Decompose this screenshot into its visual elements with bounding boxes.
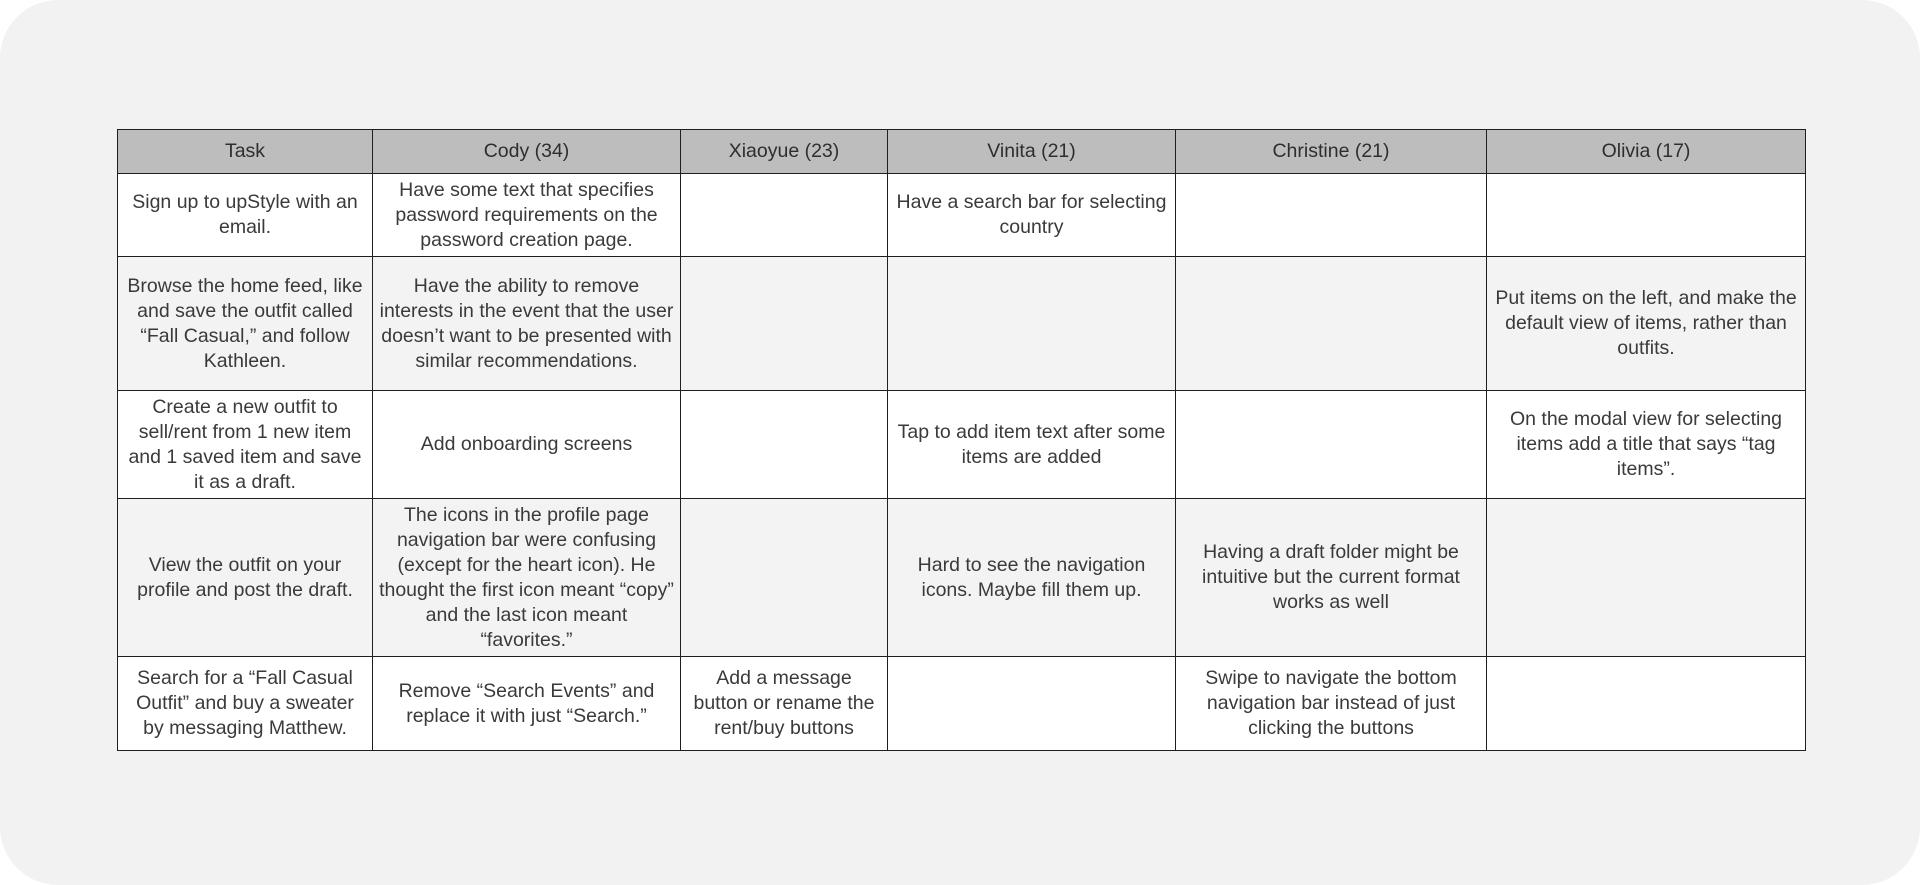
table-row [118,391,1806,499]
header-cody: Cody (34) [373,130,681,174]
olivia-cell [1487,499,1806,657]
vinita-cell: Tap to add item text after some items are added [888,391,1176,499]
olivia-cell: On the modal view for selecting items add a title that says “tag items”. [1487,391,1806,499]
task-cell: Browse the home feed, like and save the outfit called “Fall Casual,” and follow Kathleen. [118,257,373,391]
xiaoyue-cell: Add a message button or rename the rent/buy buttons [681,657,888,751]
table-row [118,257,1806,391]
cody-cell: The icons in the profile page navigation bar were confusing (except for the heart icon). He thought the first icon meant “copy” and the last icon meant “favorites.” [373,499,681,657]
task-cell: Create a new outfit to sell/rent from 1 new item and 1 saved item and save it as a draft. [118,391,373,499]
header-christine: Christine (21) [1176,130,1487,174]
olivia-cell: Put items on the left, and make the default view of items, rather than outfits. [1487,257,1806,391]
table-row [118,657,1806,751]
vinita-cell [888,257,1176,391]
feedback-table [117,129,1806,751]
header-olivia: Olivia (17) [1487,130,1806,174]
vinita-cell: Hard to see the navigation icons. Maybe fill them up. [888,499,1176,657]
xiaoyue-cell [681,174,888,257]
cody-cell: Add onboarding screens [373,391,681,499]
task-cell: Search for a “Fall Casual Outfit” and buy a sweater by messaging Matthew. [118,657,373,751]
christine-cell: Having a draft folder might be intuitive but the current format works as well [1176,499,1487,657]
task-cell: Sign up to upStyle with an email. [118,174,373,257]
christine-cell [1176,257,1487,391]
christine-cell [1176,174,1487,257]
header-task: Task [118,130,373,174]
table-row [118,174,1806,257]
vinita-cell: Have a search bar for selecting country [888,174,1176,257]
xiaoyue-cell [681,257,888,391]
table-row [118,499,1806,657]
header-row [118,130,1806,174]
cody-cell: Have the ability to remove interests in the event that the user doesn’t want to be presented with similar recommendations. [373,257,681,391]
christine-cell: Swipe to navigate the bottom navigation bar instead of just clicking the buttons [1176,657,1487,751]
olivia-cell [1487,657,1806,751]
header-xiaoyue: Xiaoyue (23) [681,130,888,174]
cody-cell: Remove “Search Events” and replace it with just “Search.” [373,657,681,751]
header-vinita: Vinita (21) [888,130,1176,174]
task-cell: View the outfit on your profile and post the draft. [118,499,373,657]
christine-cell [1176,391,1487,499]
cody-cell: Have some text that specifies password requirements on the password creation page. [373,174,681,257]
olivia-cell [1487,174,1806,257]
xiaoyue-cell [681,499,888,657]
xiaoyue-cell [681,391,888,499]
vinita-cell [888,657,1176,751]
